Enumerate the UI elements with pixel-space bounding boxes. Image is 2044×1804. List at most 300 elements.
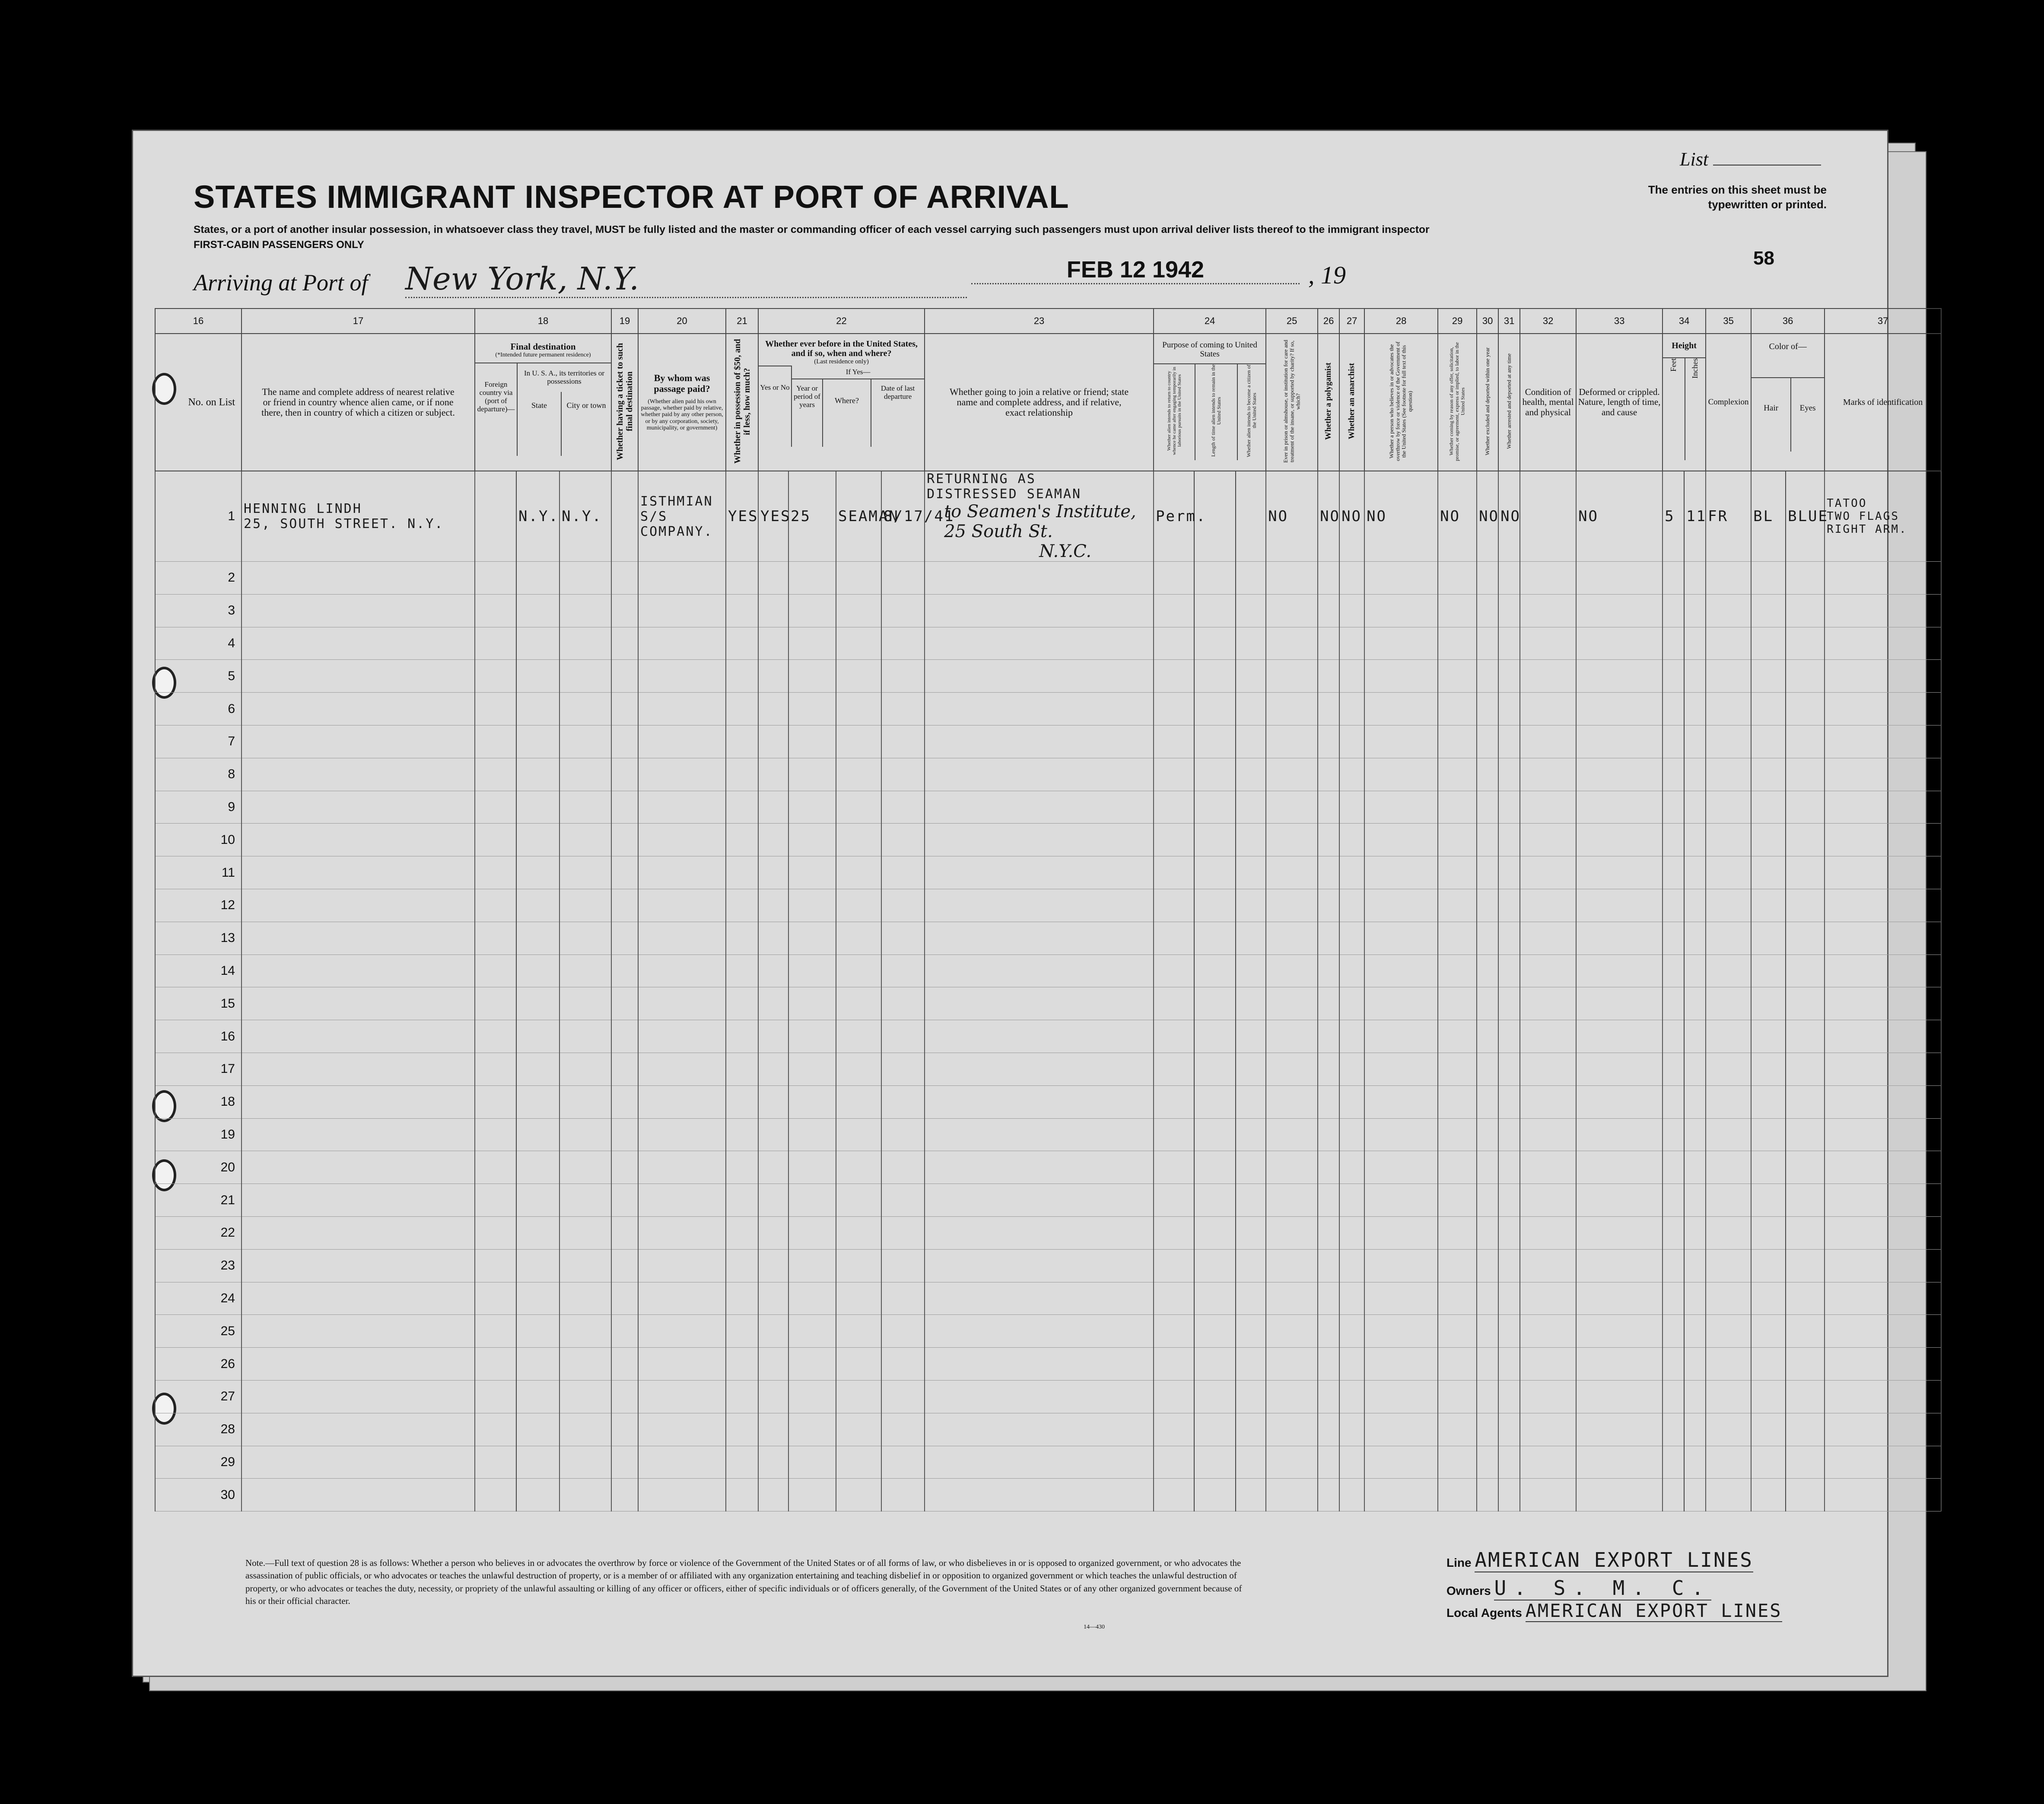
cell-anarchist xyxy=(1339,856,1364,889)
cell-join-relative xyxy=(925,471,1154,562)
cell-q31 xyxy=(1498,954,1520,987)
cell-relative-address xyxy=(242,1282,475,1315)
cell-intends-citizen xyxy=(1236,1380,1266,1413)
cell-join-relative xyxy=(925,1282,1154,1315)
cell-marks-of-identification xyxy=(1825,1249,1941,1282)
cell-join-relative xyxy=(925,1479,1154,1511)
cell-join-relative xyxy=(925,594,1154,627)
cell-marks-of-identification xyxy=(1825,594,1941,627)
cell-q30 xyxy=(1477,693,1498,725)
cell-deformed xyxy=(1576,954,1663,987)
cell-where xyxy=(836,1118,881,1151)
cell-join-relative xyxy=(925,1085,1154,1118)
cell-ticket xyxy=(611,824,638,856)
cell-height-inches xyxy=(1684,660,1706,693)
col-num: 27 xyxy=(1339,309,1364,334)
cell-period-of-years xyxy=(788,471,836,562)
cell-height-inches xyxy=(1684,1348,1706,1381)
no: 14 xyxy=(220,963,235,978)
cell-intends-citizen xyxy=(1236,1413,1266,1446)
cell-ticket xyxy=(611,471,638,562)
cell-q31 xyxy=(1498,594,1520,627)
cell-where xyxy=(836,1184,881,1217)
cell-prison xyxy=(1266,1348,1318,1381)
cell-foreign-country xyxy=(475,1315,516,1348)
cell-foreign-country xyxy=(475,1020,516,1053)
table-row xyxy=(155,693,1941,725)
cell-q31 xyxy=(1498,1446,1520,1479)
cell-length-of-stay xyxy=(1194,1446,1236,1479)
cell-eye-color xyxy=(1786,594,1825,627)
cell-eye-color xyxy=(1786,1348,1825,1381)
header-join-relative: Whether going to join a relative or friend; state name and complete address, and if relative, exact relationship xyxy=(925,334,1154,471)
cell-intends-citizen xyxy=(1236,1184,1266,1217)
cell-height-feet xyxy=(1663,1085,1684,1118)
cell-ticket xyxy=(611,660,638,693)
cell-passage-paid xyxy=(638,1020,726,1053)
paid-3: COMPANY. xyxy=(640,524,713,539)
cell-period-of-years xyxy=(788,1118,836,1151)
cell-prison xyxy=(1266,725,1318,758)
col-num: 31 xyxy=(1498,309,1520,334)
cell-relative-address xyxy=(242,922,475,954)
cell-fifty-dollars xyxy=(726,562,758,595)
cell-purpose xyxy=(1154,594,1194,627)
cell-height-inches xyxy=(1684,627,1706,660)
cell-eye-color xyxy=(1786,824,1825,856)
cell-purpose xyxy=(1154,1249,1194,1282)
cell-where xyxy=(836,954,881,987)
cell-marks-of-identification xyxy=(1825,1184,1941,1217)
cell-purpose xyxy=(1154,660,1194,693)
hair: BL xyxy=(1753,508,1774,525)
period: 25 xyxy=(791,508,811,525)
cell-q29 xyxy=(1438,824,1477,856)
cell-anarchist xyxy=(1339,791,1364,824)
cell-intends-citizen xyxy=(1236,1151,1266,1184)
cell-q28 xyxy=(1364,471,1438,562)
cell-prison xyxy=(1266,471,1318,562)
cell-foreign-country xyxy=(475,562,516,595)
in-usa-label: In U. S. A., its territories or possessions xyxy=(524,369,605,386)
cell-ever-before xyxy=(758,594,788,627)
agents-label: Local Agents xyxy=(1446,1606,1522,1619)
no: 22 xyxy=(220,1225,235,1240)
cell-period-of-years xyxy=(788,627,836,660)
header-deformed: Deformed or crippled. Nature, length of time, and cause xyxy=(1576,334,1663,471)
cell-foreign-country xyxy=(475,1249,516,1282)
cell-where xyxy=(836,824,881,856)
table-row xyxy=(155,987,1941,1020)
cell-hair-color xyxy=(1751,693,1786,725)
cell-height-feet xyxy=(1663,889,1684,922)
cell-fifty-dollars xyxy=(726,1053,758,1085)
cell-where xyxy=(836,594,881,627)
cell-prison xyxy=(1266,824,1318,856)
cell-prison xyxy=(1266,889,1318,922)
table-row xyxy=(155,889,1941,922)
cell-purpose xyxy=(1154,693,1194,725)
cell-foreign-country xyxy=(475,1184,516,1217)
table-row xyxy=(155,922,1941,954)
cell-health xyxy=(1520,562,1576,595)
cell-height-inches xyxy=(1684,471,1706,562)
cell-complexion xyxy=(1706,1053,1751,1085)
cell-foreign-country xyxy=(475,1216,516,1249)
cell-q29 xyxy=(1438,1085,1477,1118)
cell-eye-color xyxy=(1786,1020,1825,1053)
line-value: AMERICAN EXPORT LINES xyxy=(1475,1548,1753,1572)
cell-passage-paid xyxy=(638,791,726,824)
cell-join-relative xyxy=(925,693,1154,725)
cell-q29 xyxy=(1438,725,1477,758)
cell-where xyxy=(836,1249,881,1282)
cell-polygamist xyxy=(1318,758,1339,791)
cell-q28 xyxy=(1364,758,1438,791)
cell-ticket xyxy=(611,1053,638,1085)
cell-height-feet xyxy=(1663,562,1684,595)
cell-last-departure xyxy=(881,1315,925,1348)
cell-last-departure xyxy=(881,824,925,856)
cell-join-relative xyxy=(925,1053,1154,1085)
cell-where xyxy=(836,1380,881,1413)
cell-height-feet xyxy=(1663,660,1684,693)
cell-ever-before xyxy=(758,1380,788,1413)
cell-row-number xyxy=(155,1282,242,1315)
cell-complexion xyxy=(1706,562,1751,595)
cell-where xyxy=(836,987,881,1020)
table-row xyxy=(155,1479,1941,1511)
cell-relative-address xyxy=(242,660,475,693)
cell-purpose xyxy=(1154,1380,1194,1413)
cell-marks-of-identification xyxy=(1825,562,1941,595)
cell-foreign-country xyxy=(475,1348,516,1381)
purpose: Perm. xyxy=(1156,508,1207,525)
prison: NO xyxy=(1268,508,1289,525)
cell-marks-of-identification xyxy=(1825,1348,1941,1381)
cell-polygamist xyxy=(1318,1053,1339,1085)
cell-intends-citizen xyxy=(1236,1282,1266,1315)
cell-deformed xyxy=(1576,1315,1663,1348)
cell-period-of-years xyxy=(788,1020,836,1053)
cell-health xyxy=(1520,1085,1576,1118)
cell-foreign-country xyxy=(475,660,516,693)
cell-q31 xyxy=(1498,627,1520,660)
city-label: City or town xyxy=(566,401,606,410)
cell-q28 xyxy=(1364,1282,1438,1315)
cell-complexion xyxy=(1706,1085,1751,1118)
no: 1 xyxy=(228,509,235,523)
cell-prison xyxy=(1266,1216,1318,1249)
cell-foreign-country xyxy=(475,1446,516,1479)
cell-eye-color xyxy=(1786,660,1825,693)
cell-health xyxy=(1520,1184,1576,1217)
cell-height-inches xyxy=(1684,1479,1706,1511)
cell-prison xyxy=(1266,1184,1318,1217)
cell-eye-color xyxy=(1786,693,1825,725)
cell-join-relative xyxy=(925,791,1154,824)
manifest-rows xyxy=(155,471,1941,1511)
cell-purpose xyxy=(1154,856,1194,889)
cell-fifty-dollars xyxy=(726,1380,758,1413)
cell-ticket xyxy=(611,1216,638,1249)
cell-health xyxy=(1520,1249,1576,1282)
cell-period-of-years xyxy=(788,1348,836,1381)
foreign-country-label: Foreign country via (port of departure)— xyxy=(475,363,518,456)
table-row xyxy=(155,1315,1941,1348)
cell-purpose xyxy=(1154,758,1194,791)
cell-health xyxy=(1520,471,1576,562)
cell-row-number xyxy=(155,758,242,791)
cell-foreign-country xyxy=(475,1380,516,1413)
cell-fifty-dollars xyxy=(726,1413,758,1446)
cell-destination-state xyxy=(516,1053,559,1085)
cell-q31 xyxy=(1498,1118,1520,1151)
cell-complexion xyxy=(1706,1118,1751,1151)
cell-period-of-years xyxy=(788,1413,836,1446)
cell-last-departure xyxy=(881,856,925,889)
cell-complexion xyxy=(1706,1020,1751,1053)
cell-where xyxy=(836,1216,881,1249)
state: N.Y. xyxy=(518,508,559,525)
cell-last-departure xyxy=(881,660,925,693)
cell-q30 xyxy=(1477,1348,1498,1381)
cell-prison xyxy=(1266,922,1318,954)
cell-destination-state xyxy=(516,594,559,627)
feet: 5 xyxy=(1665,508,1675,525)
cell-intends-citizen xyxy=(1236,1479,1266,1511)
cell-ticket xyxy=(611,1348,638,1381)
cell-destination-city xyxy=(559,1413,611,1446)
cell-where xyxy=(836,1315,881,1348)
owners-label: Owners xyxy=(1446,1584,1491,1597)
cell-foreign-country xyxy=(475,471,516,562)
table-row xyxy=(155,1216,1941,1249)
polygamist: NO xyxy=(1320,508,1341,525)
cell-purpose xyxy=(1154,562,1194,595)
cell-anarchist xyxy=(1339,1413,1364,1446)
cell-q30 xyxy=(1477,856,1498,889)
cell-fifty-dollars xyxy=(726,856,758,889)
cell-complexion xyxy=(1706,1479,1751,1511)
cell-where xyxy=(836,1446,881,1479)
cell-deformed xyxy=(1576,1446,1663,1479)
cell-anarchist xyxy=(1339,1216,1364,1249)
cell-destination-state xyxy=(516,660,559,693)
cell-hair-color xyxy=(1751,856,1786,889)
cell-marks-of-identification xyxy=(1825,1085,1941,1118)
cell-ever-before xyxy=(758,1249,788,1282)
cell-destination-city xyxy=(559,1053,611,1085)
cell-passage-paid xyxy=(638,1118,726,1151)
header-q29: Whether coming by reason of any offer, solicitation, promise, or agreement, express or implied, to labor in the United States xyxy=(1438,334,1477,471)
cell-relative-address xyxy=(242,1249,475,1282)
q31: NO xyxy=(1500,508,1521,525)
cell-height-inches xyxy=(1684,758,1706,791)
cell-passage-paid xyxy=(638,693,726,725)
cell-marks-of-identification xyxy=(1825,1315,1941,1348)
cell-q30 xyxy=(1477,1184,1498,1217)
cell-prison xyxy=(1266,1118,1318,1151)
cell-height-inches xyxy=(1684,889,1706,922)
cell-relative-address xyxy=(242,1315,475,1348)
cell-period-of-years xyxy=(788,889,836,922)
cell-purpose xyxy=(1154,987,1194,1020)
line-label: Line xyxy=(1446,1556,1472,1569)
cell-deformed xyxy=(1576,693,1663,725)
cell-passage-paid xyxy=(638,1479,726,1511)
cell-intends-citizen xyxy=(1236,1348,1266,1381)
no: 29 xyxy=(220,1454,235,1469)
cell-q30 xyxy=(1477,627,1498,660)
cell-health xyxy=(1520,1216,1576,1249)
cell-foreign-country xyxy=(475,954,516,987)
cell-q28 xyxy=(1364,1118,1438,1151)
cell-fifty-dollars xyxy=(726,1216,758,1249)
col-num: 16 xyxy=(155,309,242,334)
cell-foreign-country xyxy=(475,824,516,856)
cell-purpose xyxy=(1154,922,1194,954)
cell-last-departure xyxy=(881,562,925,595)
cell-last-departure xyxy=(881,791,925,824)
cell-where xyxy=(836,1413,881,1446)
header-no-on-list: No. on List xyxy=(155,334,242,471)
cell-eye-color xyxy=(1786,627,1825,660)
cell-destination-state xyxy=(516,1118,559,1151)
cell-purpose xyxy=(1154,627,1194,660)
cell-health xyxy=(1520,660,1576,693)
cell-q29 xyxy=(1438,1479,1477,1511)
cell-destination-state xyxy=(516,1151,559,1184)
cell-ever-before xyxy=(758,725,788,758)
cell-q28 xyxy=(1364,1413,1438,1446)
cell-q30 xyxy=(1477,1315,1498,1348)
final-destination-note: (*Intended future permanent residence) xyxy=(495,352,591,359)
cell-period-of-years xyxy=(788,1184,836,1217)
cell-length-of-stay xyxy=(1194,1282,1236,1315)
cell-polygamist xyxy=(1318,1249,1339,1282)
cell-passage-paid xyxy=(638,1151,726,1184)
cell-health xyxy=(1520,824,1576,856)
city: N.Y. xyxy=(562,508,602,525)
cell-q28 xyxy=(1364,693,1438,725)
cell-where xyxy=(836,758,881,791)
cell-polygamist xyxy=(1318,1380,1339,1413)
q29: NO xyxy=(1440,508,1461,525)
table-row xyxy=(155,1151,1941,1184)
cell-intends-citizen xyxy=(1236,1249,1266,1282)
cell-destination-state xyxy=(516,1020,559,1053)
cell-relative-address xyxy=(242,758,475,791)
cell-destination-state xyxy=(516,1282,559,1315)
cell-marks-of-identification xyxy=(1825,471,1941,562)
cell-eye-color xyxy=(1786,1315,1825,1348)
cell-purpose xyxy=(1154,1413,1194,1446)
cell-eye-color xyxy=(1786,791,1825,824)
cell-destination-state xyxy=(516,1249,559,1282)
cell-ever-before xyxy=(758,1085,788,1118)
cell-height-feet xyxy=(1663,954,1684,987)
cell-row-number xyxy=(155,1085,242,1118)
subtitle: States, or a port of another insular possession, in whatsoever class they travel, MUST be fully listed and the master or commanding officer of each vessel carrying such passengers must upon arrival deliver lists thereof to the immigrant inspector xyxy=(194,224,1430,235)
cell-period-of-years xyxy=(788,856,836,889)
cell-destination-city xyxy=(559,889,611,922)
cell-foreign-country xyxy=(475,725,516,758)
cell-relative-address xyxy=(242,1348,475,1381)
cell-height-inches xyxy=(1684,693,1706,725)
cell-join-relative xyxy=(925,1380,1154,1413)
cell-fifty-dollars xyxy=(726,791,758,824)
cell-height-inches xyxy=(1684,1020,1706,1053)
no: 13 xyxy=(220,931,235,945)
cell-last-departure xyxy=(881,758,925,791)
cell-relative-address xyxy=(242,1053,475,1085)
cell-ticket xyxy=(611,1118,638,1151)
table-row xyxy=(155,725,1941,758)
cell-where xyxy=(836,1282,881,1315)
cell-deformed xyxy=(1576,987,1663,1020)
cell-deformed xyxy=(1576,1020,1663,1053)
cell-complexion xyxy=(1706,1446,1751,1479)
state-label: State xyxy=(518,392,562,456)
cell-q28 xyxy=(1364,856,1438,889)
cell-anarchist xyxy=(1339,594,1364,627)
cell-marks-of-identification xyxy=(1825,1282,1941,1315)
cell-prison xyxy=(1266,987,1318,1020)
cell-height-feet xyxy=(1663,1479,1684,1511)
cell-health xyxy=(1520,1118,1576,1151)
cell-marks-of-identification xyxy=(1825,1216,1941,1249)
cell-row-number xyxy=(155,987,242,1020)
cell-ticket xyxy=(611,1479,638,1511)
cell-destination-city xyxy=(559,725,611,758)
cell-height-feet xyxy=(1663,1020,1684,1053)
cell-height-inches xyxy=(1684,987,1706,1020)
cell-foreign-country xyxy=(475,1085,516,1118)
cell-ticket xyxy=(611,1446,638,1479)
cell-relative-address xyxy=(242,1216,475,1249)
cell-complexion xyxy=(1706,471,1751,562)
cell-period-of-years xyxy=(788,1053,836,1085)
no: 11 xyxy=(221,865,235,880)
cell-last-departure xyxy=(881,954,925,987)
arriving-label: Arriving at Port of xyxy=(194,270,368,296)
join-5: N.Y.C. xyxy=(1039,541,1092,561)
cell-length-of-stay xyxy=(1194,627,1236,660)
cell-row-number xyxy=(155,1479,242,1511)
cell-length-of-stay xyxy=(1194,1085,1236,1118)
table-row xyxy=(155,1053,1941,1085)
cell-anarchist xyxy=(1339,954,1364,987)
cell-intends-citizen xyxy=(1236,725,1266,758)
cell-eye-color xyxy=(1786,889,1825,922)
cell-q31 xyxy=(1498,471,1520,562)
table-row xyxy=(155,824,1941,856)
cell-ticket xyxy=(611,987,638,1020)
cell-q28 xyxy=(1364,1479,1438,1511)
cell-anarchist xyxy=(1339,1085,1364,1118)
header-ever-before-in-us: Whether ever before in the United States, and if so, when and where? (Last residence only) Yes or No If Yes— Year or period of years Where? Date of last departure xyxy=(758,334,925,471)
cell-marks-of-identification xyxy=(1825,954,1941,987)
cell-eye-color xyxy=(1786,1380,1825,1413)
cell-height-inches xyxy=(1684,824,1706,856)
cell-destination-city xyxy=(559,1151,611,1184)
cell-fifty-dollars xyxy=(726,1184,758,1217)
cell-eye-color xyxy=(1786,758,1825,791)
cell-health xyxy=(1520,1282,1576,1315)
cell-last-departure xyxy=(881,1380,925,1413)
cell-marks-of-identification xyxy=(1825,987,1941,1020)
